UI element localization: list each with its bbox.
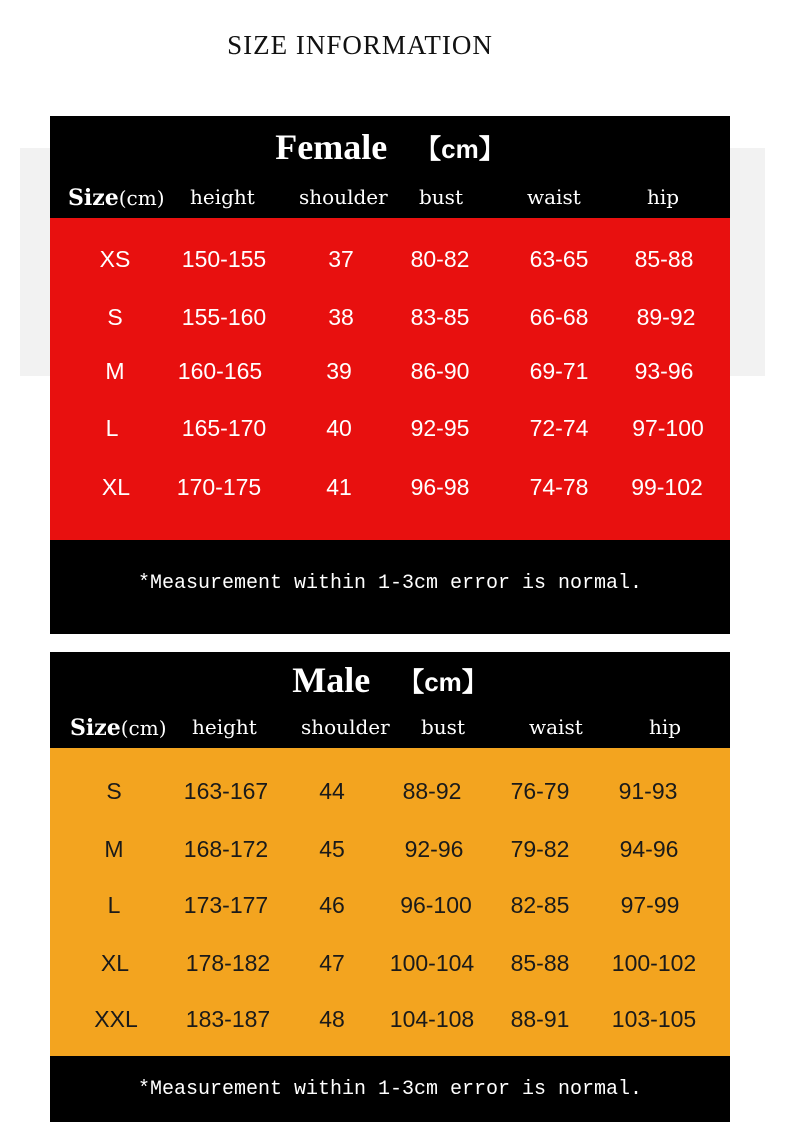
cell-hip: 89-92 <box>636 304 696 330</box>
header-hip: hip <box>649 715 682 739</box>
cell-size: S <box>106 778 122 804</box>
header-shoulder: shoulder <box>301 715 390 739</box>
page-title: SIZE INFORMATION <box>227 30 493 60</box>
cell-height: 150-155 <box>181 246 267 272</box>
cell-shoulder: 37 <box>328 246 354 272</box>
cell-height: 173-177 <box>183 892 269 918</box>
cell-shoulder: 39 <box>326 358 352 384</box>
male-header-row <box>50 708 730 748</box>
table-row <box>50 1006 730 1046</box>
cell-shoulder: 44 <box>319 778 345 804</box>
header-size-unit: (cm) <box>118 186 165 210</box>
header-hip: hip <box>647 185 680 209</box>
female-size-table <box>50 116 730 634</box>
cell-waist: 69-71 <box>529 358 589 384</box>
table-row <box>50 304 730 344</box>
cell-bust: 92-95 <box>410 415 470 441</box>
cell-waist: 66-68 <box>529 304 589 330</box>
cell-height: 155-160 <box>181 304 267 330</box>
cell-shoulder: 41 <box>326 474 352 500</box>
cell-bust: 104-108 <box>389 1006 475 1032</box>
cell-hip: 91-93 <box>618 778 678 804</box>
cell-waist: 76-79 <box>510 778 570 804</box>
female-note: *Measurement within 1-3cm error is normal. <box>137 572 643 595</box>
cell-hip: 97-99 <box>620 892 680 918</box>
table-row <box>50 778 730 818</box>
male-note: *Measurement within 1-3cm error is normal. <box>137 1078 643 1101</box>
cell-waist: 74-78 <box>529 474 589 500</box>
cell-bust: 100-104 <box>389 950 475 976</box>
header-shoulder: shoulder <box>299 185 388 209</box>
cell-shoulder: 45 <box>319 836 345 862</box>
male-unit: 【cm】 <box>398 666 488 697</box>
cell-height: 165-170 <box>181 415 267 441</box>
cell-shoulder: 38 <box>328 304 354 330</box>
table-row <box>50 415 730 455</box>
header-size-label: Size <box>70 715 121 741</box>
cell-size: M <box>104 836 124 862</box>
cell-waist: 79-82 <box>510 836 570 862</box>
table-row <box>50 246 730 286</box>
header-size-label: Size <box>68 185 119 211</box>
male-title: Male <box>292 660 371 700</box>
cell-size: XS <box>99 246 131 272</box>
table-row <box>50 892 730 932</box>
table-row <box>50 358 730 398</box>
cell-bust: 88-92 <box>402 778 462 804</box>
cell-hip: 97-100 <box>632 415 704 441</box>
cell-waist: 72-74 <box>529 415 589 441</box>
cell-hip: 99-102 <box>631 474 703 500</box>
header-height: height <box>192 715 257 739</box>
cell-shoulder: 47 <box>319 950 345 976</box>
cell-shoulder: 40 <box>326 415 352 441</box>
cell-height: 168-172 <box>183 836 269 862</box>
cell-bust: 86-90 <box>410 358 470 384</box>
female-title: Female <box>275 127 388 167</box>
cell-bust: 83-85 <box>410 304 470 330</box>
cell-hip: 100-102 <box>611 950 697 976</box>
header-waist: waist <box>529 715 583 739</box>
header-size <box>70 715 167 741</box>
female-title-bar <box>50 116 730 178</box>
cell-size: L <box>107 892 121 918</box>
header-height: height <box>190 185 255 209</box>
cell-shoulder: 46 <box>319 892 345 918</box>
cell-height: 178-182 <box>185 950 271 976</box>
cell-size: XXL <box>94 1006 138 1032</box>
male-table-body <box>50 748 730 1056</box>
table-row <box>50 836 730 876</box>
cell-bust: 96-98 <box>410 474 470 500</box>
cell-bust: 96-100 <box>400 892 472 918</box>
cell-size: XL <box>101 474 131 500</box>
cell-hip: 93-96 <box>634 358 694 384</box>
cell-bust: 92-96 <box>404 836 464 862</box>
header-bust: bust <box>421 715 465 739</box>
cell-hip: 103-105 <box>611 1006 697 1032</box>
cell-height: 160-165 <box>177 358 263 384</box>
cell-waist: 82-85 <box>510 892 570 918</box>
female-table-body <box>50 218 730 540</box>
table-row <box>50 474 730 514</box>
cell-height: 183-187 <box>185 1006 271 1032</box>
table-row <box>50 950 730 990</box>
cell-height: 170-175 <box>176 474 262 500</box>
cell-size: XL <box>100 950 130 976</box>
header-size <box>68 185 165 211</box>
cell-bust: 80-82 <box>410 246 470 272</box>
cell-hip: 94-96 <box>619 836 679 862</box>
female-header-row <box>50 178 730 218</box>
cell-height: 163-167 <box>183 778 269 804</box>
female-unit: 【cm】 <box>415 133 505 164</box>
cell-hip: 85-88 <box>634 246 694 272</box>
cell-size: M <box>105 358 125 384</box>
male-size-table <box>50 652 730 1122</box>
male-title-bar <box>50 652 730 708</box>
cell-size: L <box>105 415 119 441</box>
header-size-unit: (cm) <box>120 716 167 740</box>
header-waist: waist <box>527 185 581 209</box>
cell-size: S <box>107 304 123 330</box>
cell-shoulder: 48 <box>319 1006 345 1032</box>
cell-waist: 85-88 <box>510 950 570 976</box>
cell-waist: 63-65 <box>529 246 589 272</box>
header-bust: bust <box>419 185 463 209</box>
cell-waist: 88-91 <box>510 1006 570 1032</box>
